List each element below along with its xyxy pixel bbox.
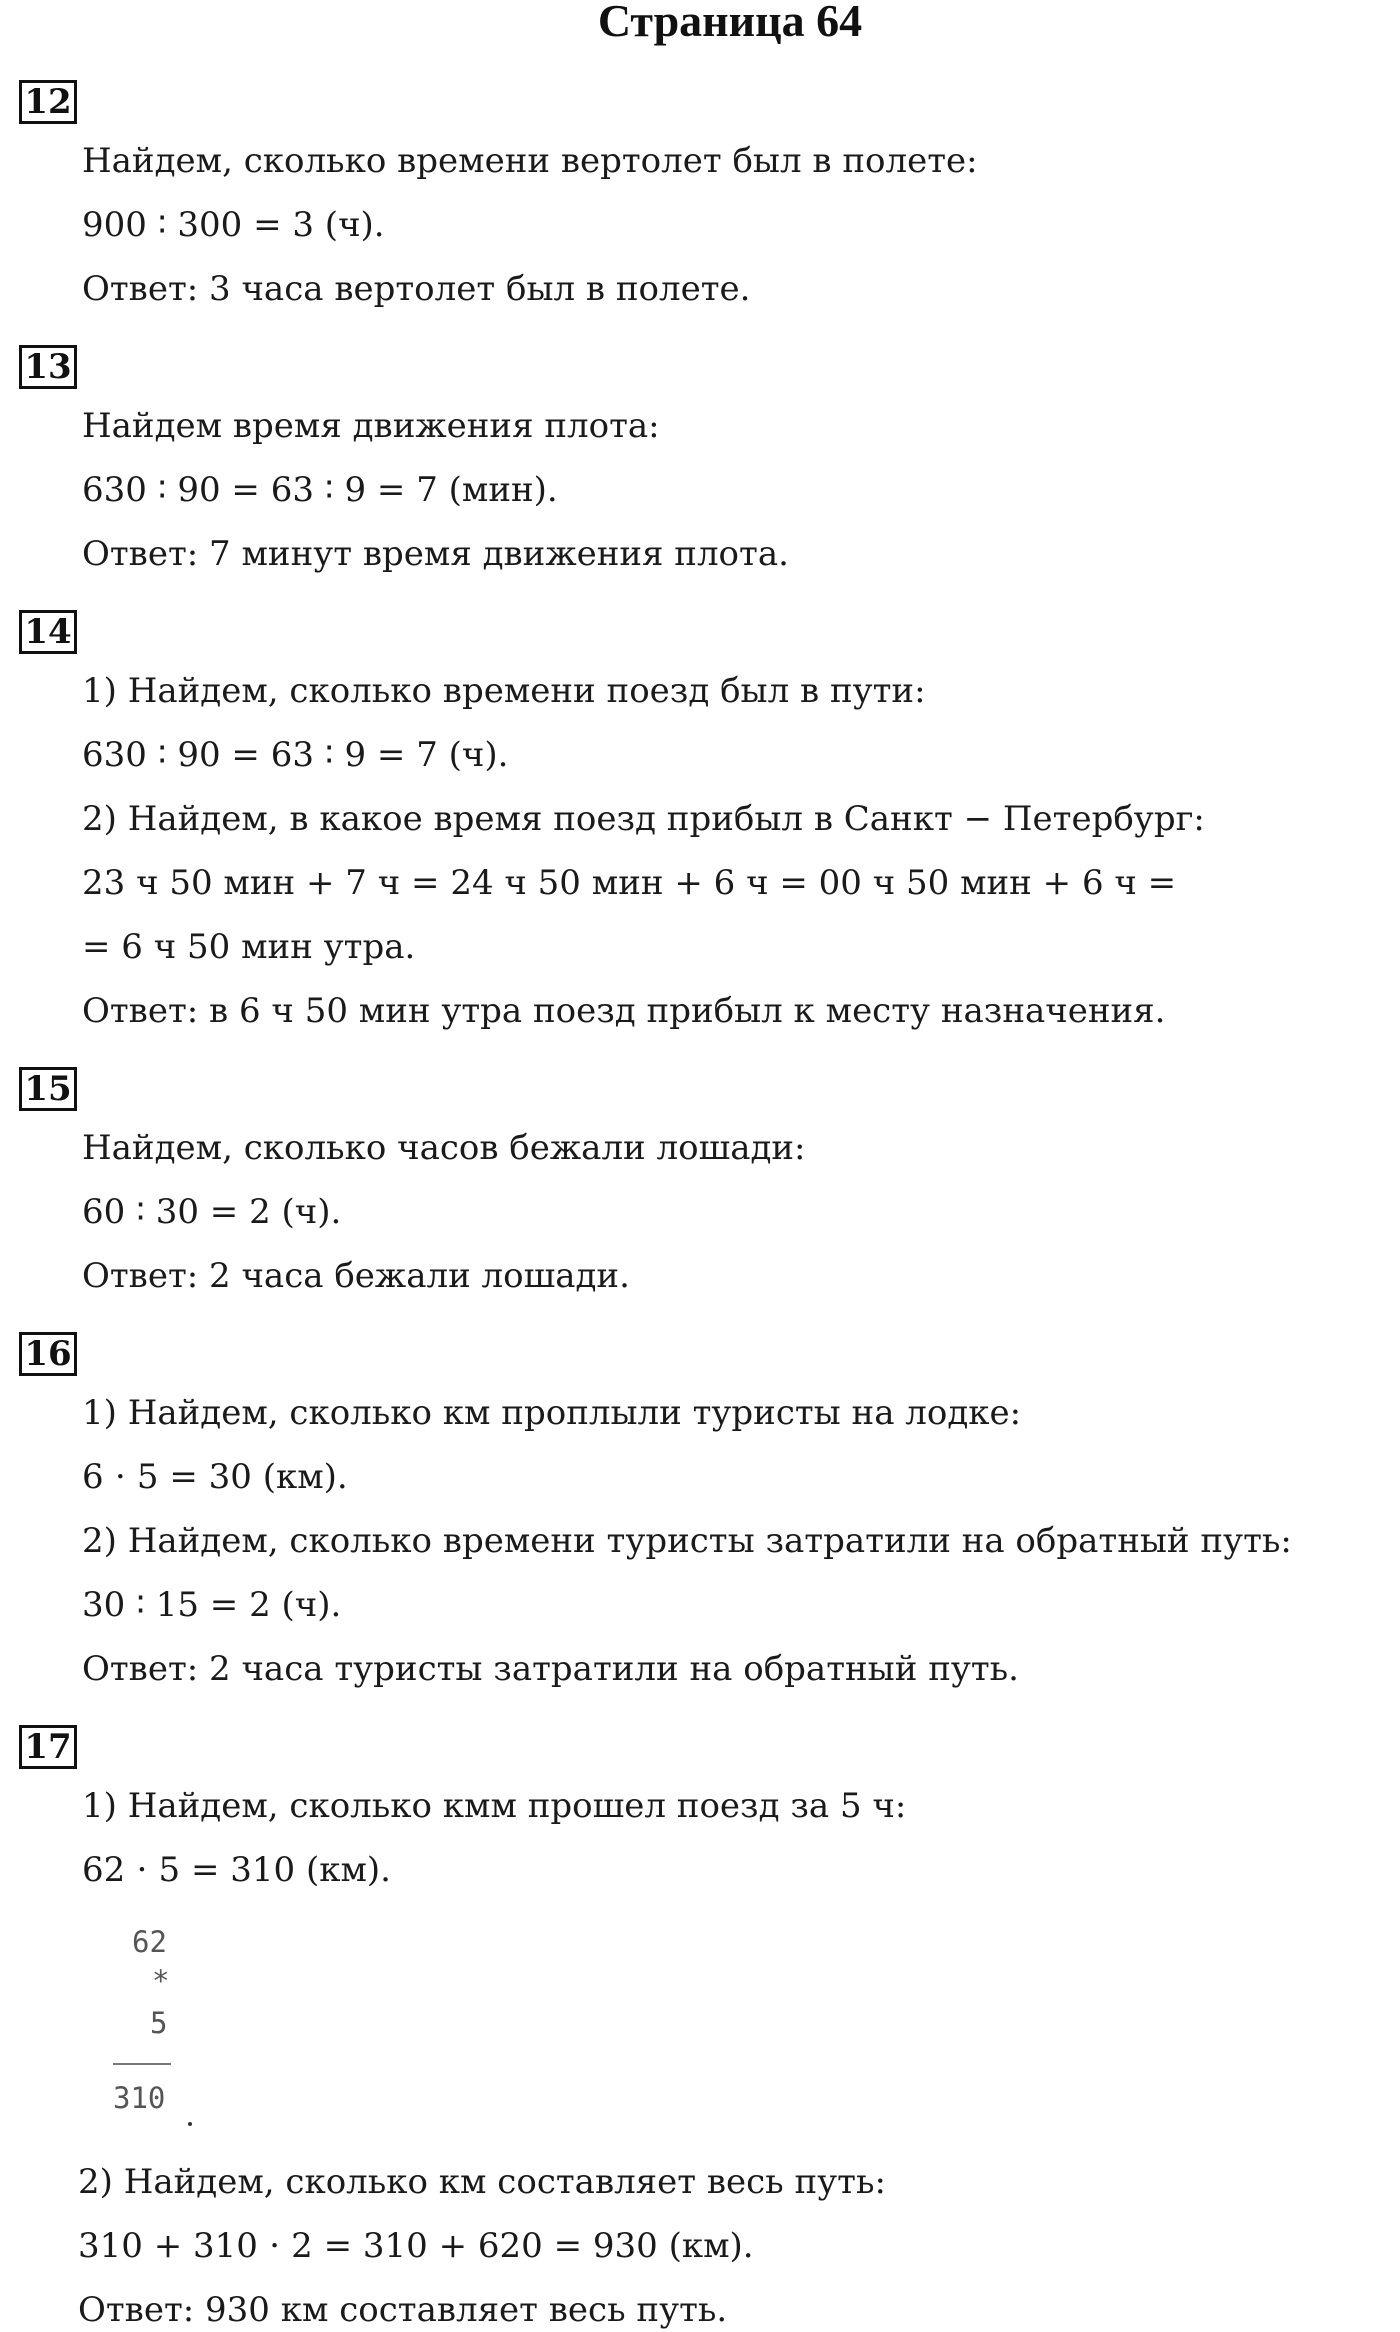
task-number-15: 15: [19, 1067, 77, 1111]
task-14-line-2: 630 ∶ 90 = 63 ∶ 9 = 7 (ч).: [82, 735, 509, 775]
column-calc-rule: [113, 2063, 171, 2065]
task-16-line-4: 30 ∶ 15 = 2 (ч).: [82, 1585, 342, 1625]
task-14-line-5: = 6 ч 50 мин утра.: [82, 927, 416, 967]
page-title: Страница 64: [597, 0, 863, 46]
task-number-17: 17: [19, 1725, 77, 1769]
column-calc-top: 62: [132, 1925, 167, 1959]
task-number-16: 16: [19, 1332, 77, 1376]
task-15-answer: Ответ: 2 часа бежали лошади.: [82, 1256, 630, 1296]
task-17-line-2: 62 ⋅ 5 = 310 (км).: [82, 1850, 391, 1890]
task-13-line-1: Найдем время движения плота:: [82, 406, 660, 446]
column-calc-dot: [188, 2122, 192, 2126]
task-17-answer: Ответ: 930 км составляет весь путь.: [78, 2290, 728, 2330]
column-calc-bottom: 5: [150, 2006, 168, 2040]
task-12-line-2: 900 ∶ 300 = 3 (ч).: [82, 205, 385, 245]
task-13-answer: Ответ: 7 минут время движения плота.: [82, 534, 789, 574]
task-16-line-2: 6 ⋅ 5 = 30 (км).: [82, 1457, 348, 1497]
task-16-answer: Ответ: 2 часа туристы затратили на обратный путь.: [82, 1649, 1019, 1689]
task-15-line-2: 60 ∶ 30 = 2 (ч).: [82, 1192, 342, 1232]
task-14-answer: Ответ: в 6 ч 50 мин утра поезд прибыл к месту назначения.: [82, 991, 1166, 1031]
task-16-line-1: 1) Найдем, сколько км проплыли туристы на лодке:: [82, 1393, 1022, 1433]
task-14-line-1: 1) Найдем, сколько времени поезд был в пути:: [82, 671, 926, 711]
task-17-line-3: 2) Найдем, сколько км составляет весь путь:: [78, 2162, 886, 2202]
task-number-13: 13: [19, 345, 77, 389]
column-calc-operator: *: [152, 1964, 170, 1998]
task-16-line-3: 2) Найдем, сколько времени туристы затратили на обратный путь:: [82, 1521, 1292, 1561]
task-12-answer: Ответ: 3 часа вертолет был в полете.: [82, 269, 751, 309]
column-calc-result: 310: [113, 2081, 166, 2115]
task-17-line-4: 310 + 310 ⋅ 2 = 310 + 620 = 930 (км).: [78, 2226, 754, 2266]
task-15-line-1: Найдем, сколько часов бежали лошади:: [82, 1128, 806, 1168]
task-13-line-2: 630 ∶ 90 = 63 ∶ 9 = 7 (мин).: [82, 470, 558, 510]
task-number-14: 14: [19, 610, 77, 654]
task-12-line-1: Найдем, сколько времени вертолет был в полете:: [82, 141, 978, 181]
task-14-line-3: 2) Найдем, в какое время поезд прибыл в Санкт − Петербург:: [82, 799, 1205, 839]
task-number-12: 12: [19, 80, 77, 124]
task-14-line-4: 23 ч 50 мин + 7 ч = 24 ч 50 мин + 6 ч = 00 ч 50 мин + 6 ч =: [82, 863, 1177, 903]
task-17-line-1: 1) Найдем, сколько кмм прошел поезд за 5 ч:: [82, 1786, 907, 1826]
